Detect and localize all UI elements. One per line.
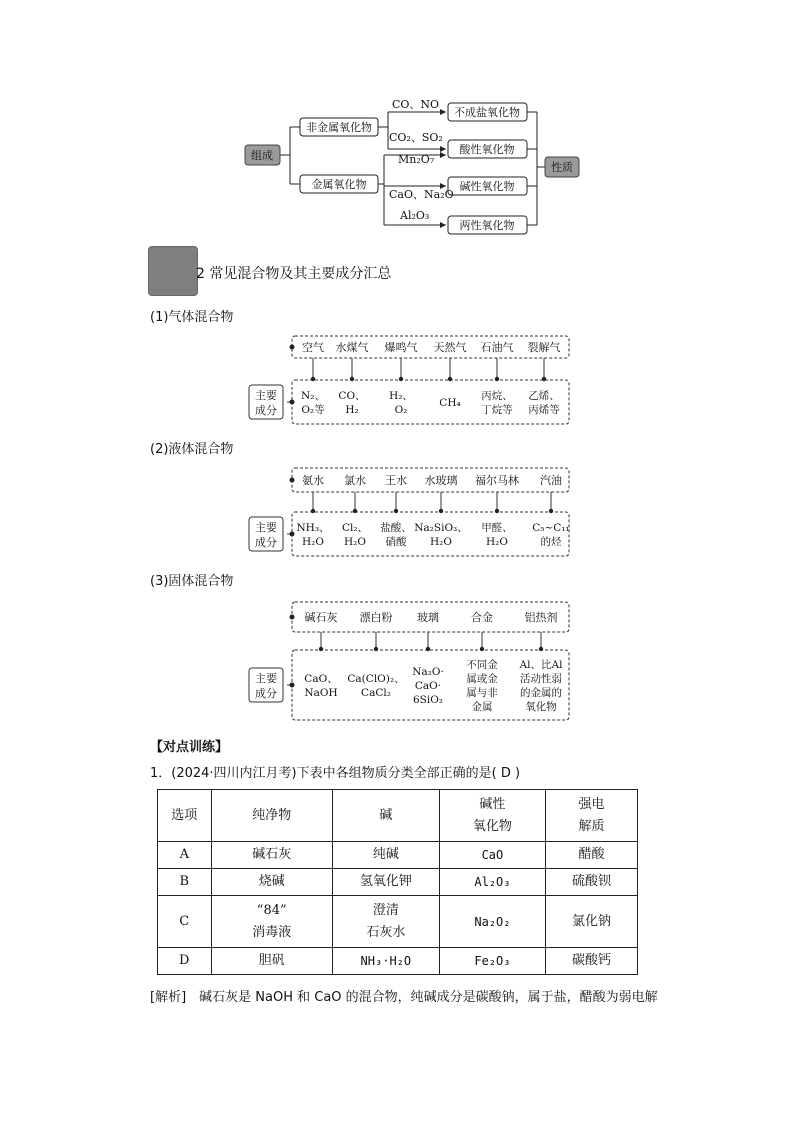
table-cell: D	[158, 948, 212, 975]
solid-component-text: 金属	[471, 701, 493, 713]
table-cell: 碳酸钙	[546, 948, 638, 975]
liquid-component-text: 甲醛、	[481, 522, 513, 534]
gas-component-text: CO、	[338, 390, 366, 402]
gas-mixture-name: 裂解气	[527, 341, 561, 354]
solid-column-dot	[426, 647, 430, 651]
solid-component-text: CaCl₂	[361, 687, 391, 699]
solid-mixture-name: 合金	[471, 611, 493, 624]
solid-mixture-name: 玻璃	[417, 611, 439, 624]
solid-connector-dot	[290, 615, 295, 620]
gas-column-dot	[542, 377, 546, 381]
solid-mixture-name: 碱石灰	[304, 611, 338, 624]
table-cell: 氯化钠	[546, 896, 638, 948]
table-cell: NH₃·H₂O	[332, 948, 439, 975]
gas-column-dot	[350, 377, 354, 381]
solid-column-dot	[374, 647, 378, 651]
gas-column-dot	[448, 377, 452, 381]
liquid-mixture-name: 氨水	[302, 474, 324, 487]
edge-co2-so2: CO₂、SO₂	[389, 131, 443, 144]
gas-component-text: 丙烯等	[528, 404, 560, 416]
solid-column-dot	[539, 647, 543, 651]
solid-component-text: Ca(ClO)₂、	[347, 673, 405, 685]
solid-component-text: 氧化物	[525, 701, 557, 713]
table-cell: C	[158, 896, 212, 948]
liquid-mixture-name: 福尔马林	[475, 474, 519, 487]
property-label: 性质	[551, 161, 573, 174]
table-cell: A	[158, 842, 212, 869]
liquid-component-text: H₂O	[344, 536, 366, 548]
liquid-component-text: 的烃	[540, 536, 562, 548]
solid-component-text: 属或金	[466, 673, 498, 685]
solid-component-text: Al、比Al	[519, 659, 563, 671]
solid-column-dot	[319, 647, 323, 651]
amphoteric-label: 两性氧化物	[459, 219, 515, 232]
table-header: 选项	[158, 790, 212, 842]
edge-cao-na2o: CaO、Na₂O	[389, 188, 454, 201]
solid-mixture-name: 漂白粉	[359, 611, 393, 624]
nonsalt-label: 不成盐氧化物	[454, 106, 520, 119]
liquid-mixture-name: 王水	[385, 474, 407, 487]
gas-component-text: N₂、	[301, 390, 325, 402]
solid-component-text: 属与非	[466, 687, 498, 699]
edge-al2o3: Al₂O₃	[400, 209, 430, 222]
table-row	[158, 948, 638, 975]
solid-component-text: NaOH	[304, 687, 338, 699]
liquid-mixture-name: 氯水	[344, 474, 366, 487]
section-marker-icon	[148, 246, 198, 296]
liquid-component-text: 盐酸、	[380, 522, 412, 534]
gas-mixture-name: 石油气	[480, 341, 514, 354]
table-header: 碱性 氧化物	[439, 790, 545, 842]
gas-component-text: O₂	[394, 404, 408, 416]
gas-column-dot	[311, 377, 315, 381]
liquid-components-box	[292, 512, 569, 556]
liquid-connector-dot	[290, 532, 295, 537]
gas-label-line: 主要	[255, 389, 277, 402]
solid-component-text: 不同金	[466, 659, 498, 671]
liquid-column-dot	[549, 509, 553, 513]
gas-mixture-name: 空气	[302, 341, 324, 354]
solid-mixture-name: 铝热剂	[524, 611, 558, 624]
gas-mixture-name: 爆鸣气	[384, 341, 418, 354]
gas-component-text: O₂等	[301, 404, 325, 416]
table-cell: CaO	[439, 842, 545, 869]
table-cell: Na₂O₂	[439, 896, 545, 948]
liquid-label-line: 成分	[255, 536, 277, 549]
solid-component-text: CaO、	[304, 673, 338, 685]
gas-column-dot	[495, 377, 499, 381]
table-row	[158, 869, 638, 896]
gas-components-box	[292, 380, 569, 424]
table-cell: 氢氧化钾	[332, 869, 439, 896]
table-row	[158, 896, 638, 948]
table-header: 碱	[332, 790, 439, 842]
question-text: 1．(2024·四川内江月考)下表中各组物质分类全部正确的是( D )	[150, 766, 521, 781]
liquid-label-line: 主要	[255, 521, 277, 534]
liquid-mixture-name: 水玻璃	[424, 474, 458, 487]
acidic-label: 酸性氧化物	[459, 143, 515, 156]
liquid-column-dot	[311, 509, 315, 513]
liquid-column-dot	[495, 509, 499, 513]
solid-column-dot	[480, 647, 484, 651]
gas-component-text: 丙烷、	[481, 390, 513, 402]
gas-component-text: H₂、	[389, 390, 413, 402]
liquid-connector-dot	[290, 478, 295, 483]
solid-heading: (3)固体混合物	[150, 574, 234, 589]
liquid-component-text: H₂O	[302, 536, 324, 548]
gas-mixture-diagram	[0, 330, 794, 430]
gas-column-dot	[399, 377, 403, 381]
solid-label-line: 主要	[255, 672, 277, 685]
liquid-component-text: Na₂SiO₃、	[414, 522, 468, 534]
table-cell: 碱石灰	[211, 842, 332, 869]
table-header: 强电 解质	[546, 790, 638, 842]
gas-component-text: 丁烷等	[481, 404, 513, 416]
table-cell: 烧碱	[211, 869, 332, 896]
liquid-component-text: NH₃、	[296, 522, 330, 534]
metal-label: 金属氧化物	[311, 178, 367, 191]
classification-table	[157, 789, 638, 975]
liquid-column-dot	[439, 509, 443, 513]
table-cell: 澄清 石灰水	[332, 896, 439, 948]
gas-component-text: H₂	[345, 404, 359, 416]
table-cell: 醋酸	[546, 842, 638, 869]
liquid-component-text: C₅~C₁₁	[532, 522, 570, 534]
table-row	[158, 842, 638, 869]
liquid-column-dot	[353, 509, 357, 513]
solid-label-line: 成分	[255, 687, 277, 700]
edge-mn2o7: Mn₂O₇	[398, 153, 435, 166]
table-header-row	[158, 790, 638, 842]
table-cell: Al₂O₃	[439, 869, 545, 896]
liquid-mixture-diagram	[0, 462, 794, 562]
solid-component-text: Na₂O·	[412, 666, 444, 678]
solid-connector-dot	[290, 683, 295, 688]
table-cell: 硫酸钡	[546, 869, 638, 896]
gas-connector-dot	[290, 400, 295, 405]
gas-mixture-name: 水煤气	[335, 341, 369, 354]
table-cell: Fe₂O₃	[439, 948, 545, 975]
gas-component-text: 乙烯、	[528, 390, 560, 402]
liquid-component-text: 硝酸	[385, 536, 407, 548]
table-header: 纯净物	[211, 790, 332, 842]
oxide-classification-diagram	[0, 0, 794, 240]
liquid-mixture-name: 汽油	[540, 474, 562, 487]
gas-heading: (1)气体混合物	[150, 310, 234, 325]
liquid-column-dot	[394, 509, 398, 513]
gas-connector-dot	[290, 345, 295, 350]
liquid-component-text: H₂O	[486, 536, 508, 548]
exercise-title: 【对点训练】	[150, 740, 229, 755]
solid-component-text: CaO·	[414, 680, 442, 692]
gas-mixture-name: 天然气	[433, 341, 467, 354]
gas-component-text: CH₄	[439, 397, 461, 409]
table-cell: 胆矾	[211, 948, 332, 975]
table-cell: “84” 消毒液	[211, 896, 332, 948]
solid-component-text: 的金属的	[520, 687, 562, 699]
liquid-component-text: Cl₂、	[341, 522, 369, 534]
root-label: 组成	[251, 149, 273, 162]
basic-label: 碱性氧化物	[459, 180, 515, 193]
analysis-text: [解析] 碱石灰是 NaOH 和 CaO 的混合物，纯碱成分是碳酸钠，属于盐，醋酸为弱电解	[150, 990, 658, 1005]
liquid-component-text: H₂O	[430, 536, 452, 548]
solid-component-text: 活动性弱	[520, 673, 562, 685]
solid-mixture-diagram	[0, 596, 794, 726]
solid-component-text: 6SiO₂	[412, 694, 444, 706]
section-title: 2 常见混合物及其主要成分汇总	[196, 266, 392, 282]
edge-co-no: CO、NO	[392, 98, 440, 111]
table-cell: 纯碱	[332, 842, 439, 869]
liquid-heading: (2)液体混合物	[150, 442, 234, 457]
table-cell: B	[158, 869, 212, 896]
gas-label-line: 成分	[255, 404, 277, 417]
nonmetal-label: 非金属氧化物	[306, 121, 372, 134]
